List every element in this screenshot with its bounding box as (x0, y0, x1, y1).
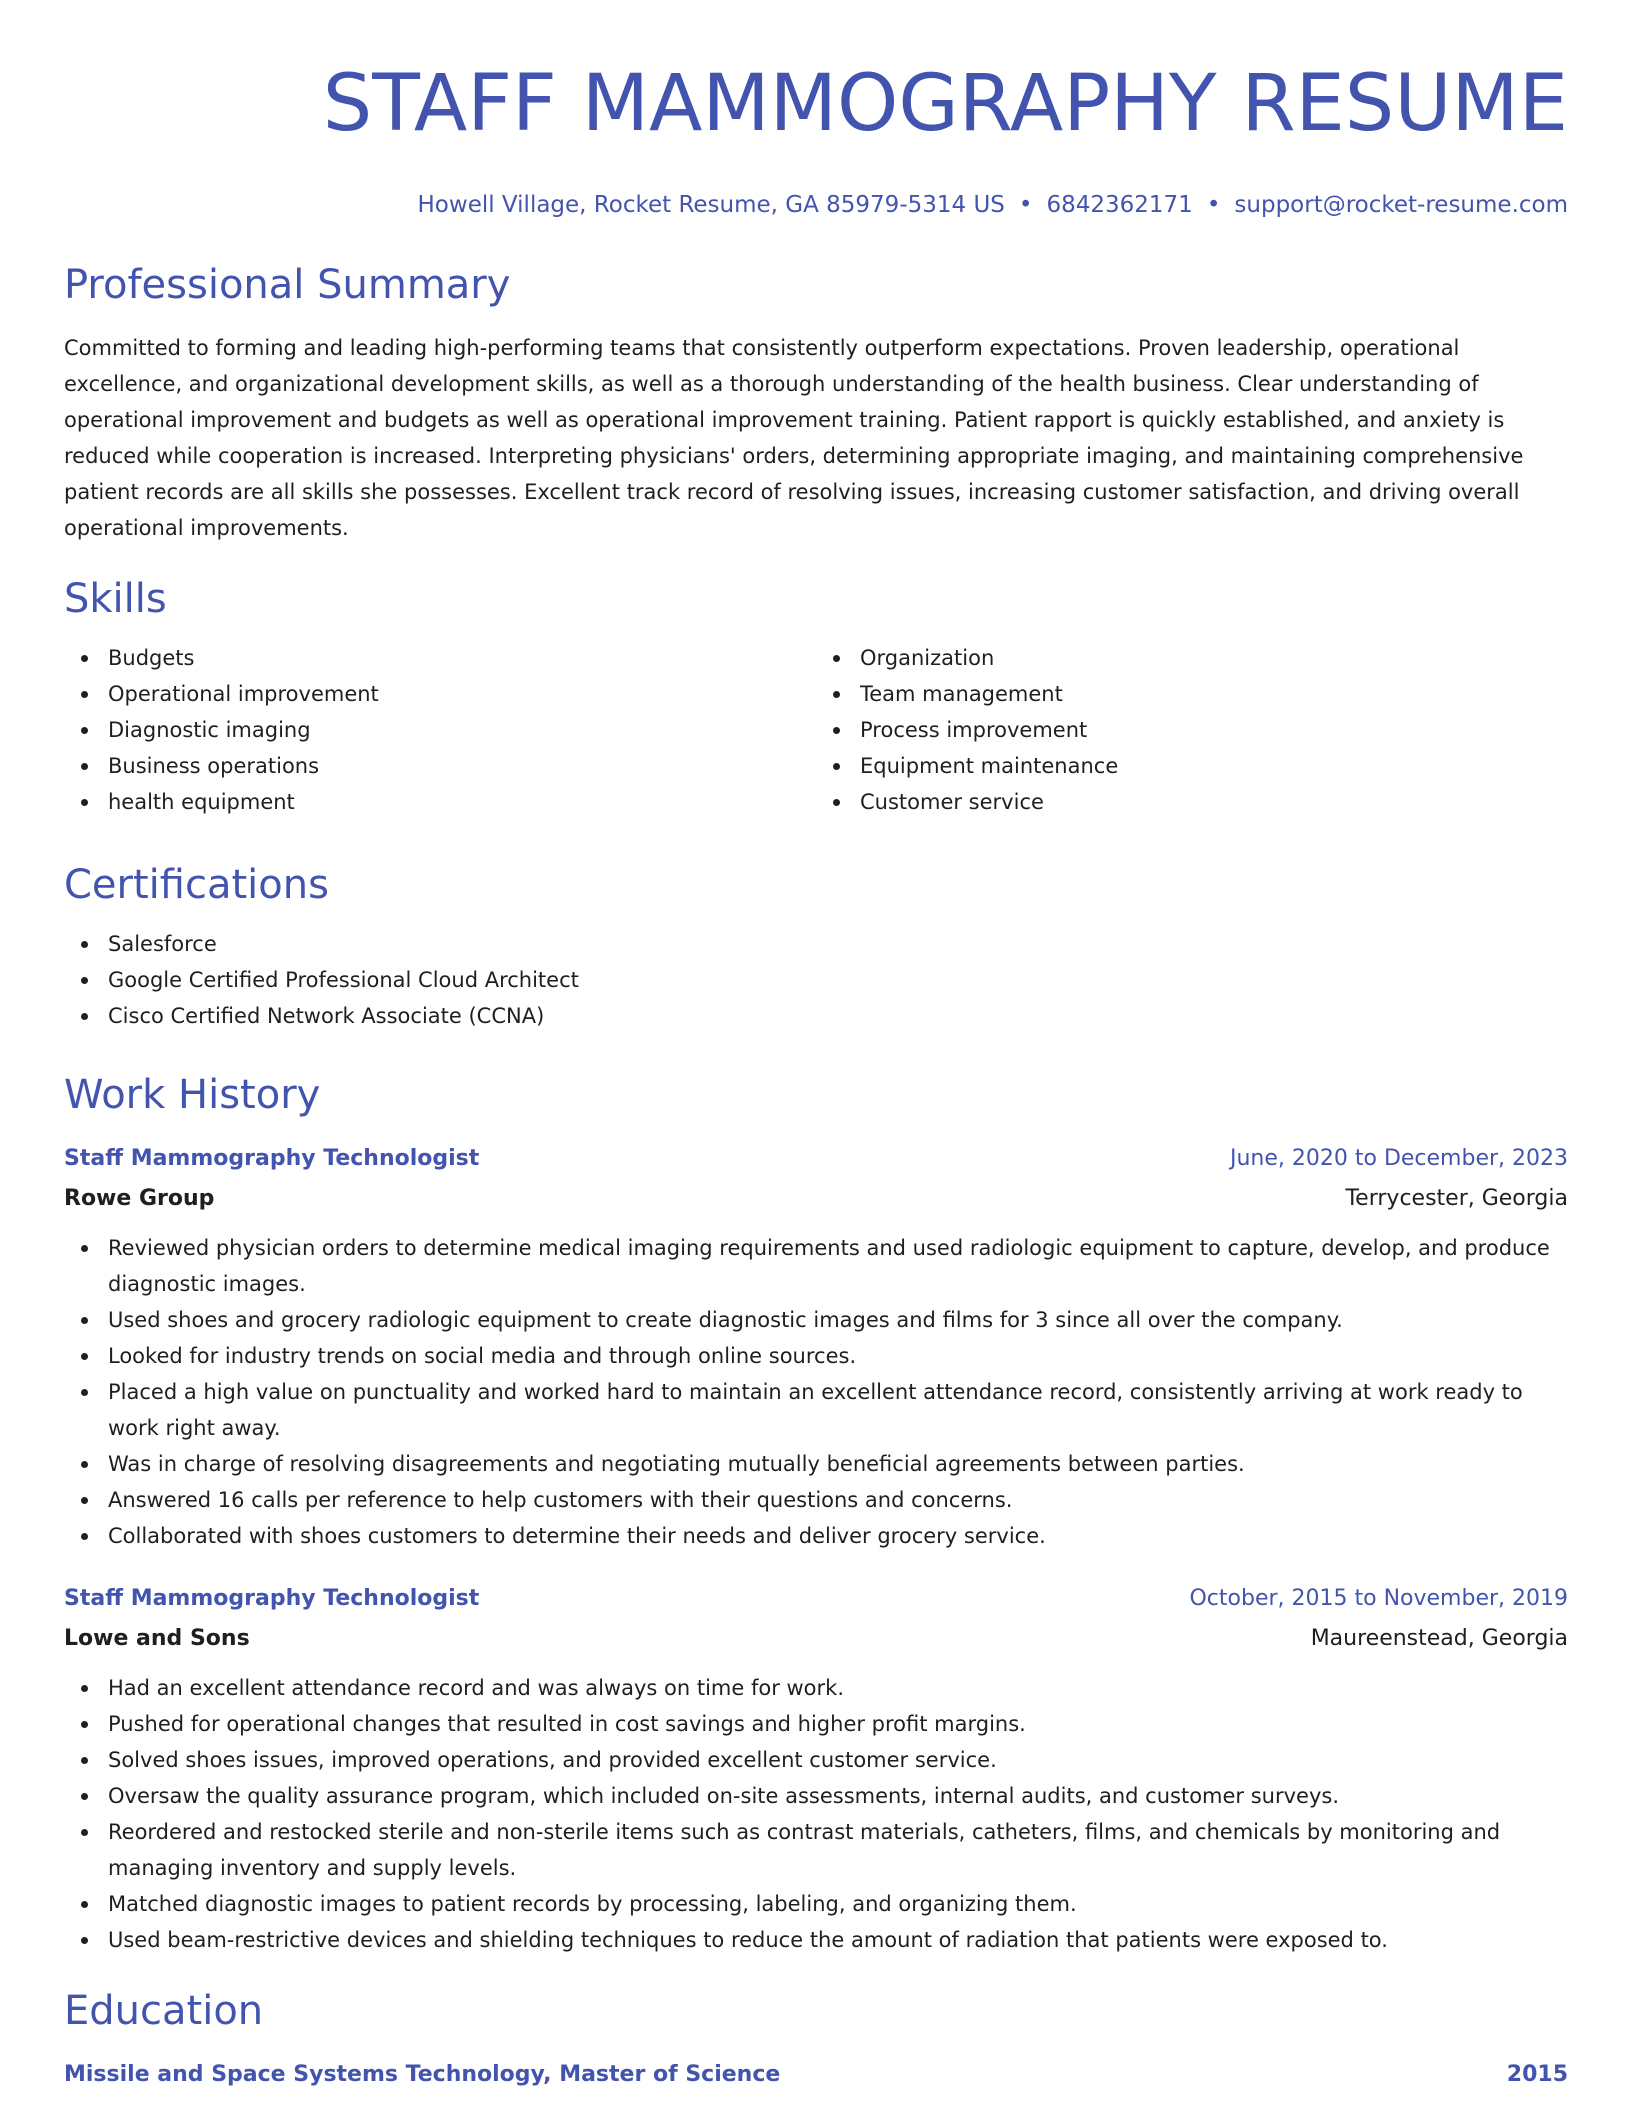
job-header (64, 1584, 1568, 1614)
resume-page (64, 0, 1568, 2090)
job-bullet: Collaborated with shoes customers to determine their needs and deliver grocery service. (108, 1518, 1568, 1554)
skill-item: Customer service (860, 784, 1568, 820)
job-entry (64, 1584, 1568, 1958)
certification-item: Salesforce (108, 926, 1568, 962)
skill-item: Organization (860, 640, 1568, 676)
job-bullet: Matched diagnostic images to patient records by processing, labeling, and organizing them. (108, 1886, 1568, 1922)
resume-title: STAFF MAMMOGRAPHY RESUME (322, 59, 1568, 149)
job-bullet: Solved shoes issues, improved operations, and provided excellent customer service. (108, 1742, 1568, 1778)
skills-heading: Skills (64, 576, 167, 622)
job-bullet: Answered 16 calls per reference to help customers with their questions and concerns. (108, 1482, 1568, 1518)
job-company: Rowe Group (64, 1186, 215, 1211)
job-bullet: Looked for industry trends on social media and through online sources. (108, 1338, 1568, 1374)
job-title: Staff Mammography Technologist (64, 1586, 480, 1611)
job-header (64, 1144, 1568, 1174)
job-entry (64, 1144, 1568, 1554)
skill-item: Operational improvement (108, 676, 816, 712)
job-bullet: Reviewed physician orders to determine medical imaging requirements and used radiologic equipment to capture, develop, and produce diagnostic images. (108, 1230, 1568, 1302)
contact-separator: • (1018, 192, 1033, 218)
job-bullet: Pushed for operational changes that resulted in cost savings and higher profit margins. (108, 1706, 1568, 1742)
skill-item: Diagnostic imaging (108, 712, 816, 748)
job-bullet: Used shoes and grocery radiologic equipment to create diagnostic images and films for 3 since all over the company. (108, 1302, 1568, 1338)
job-company: Lowe and Sons (64, 1626, 250, 1651)
skill-item: Equipment maintenance (860, 748, 1568, 784)
contact-line (64, 190, 1568, 220)
certification-item: Google Certified Professional Cloud Architect (108, 962, 1568, 998)
summary-text: Committed to forming and leading high-performing teams that consistently outperform expectations. Proven leadership, operational excellence, and organizational development skills, as well as a thorough understanding of the health business. Clear understanding of operational improvement and budgets as well as operational improvement training. Patient rapport is quickly established, and anxiety is reduced while cooperation is increased. Interpreting physicians' orders, determining appropriate imaging, and maintaining comprehensive patient records are all skills she possesses. Excellent track record of resolving issues, increasing customer satisfaction, and driving overall operational improvements. (64, 336, 1524, 540)
job-subheader (64, 1184, 1568, 1214)
education-year: 2015 (1506, 2062, 1568, 2087)
job-bullet: Used beam-restrictive devices and shielding techniques to reduce the amount of radiation that patients were exposed to. (108, 1922, 1568, 1958)
contact-address: Howell Village, Rocket Resume, GA 85979-5314 US (417, 192, 1005, 218)
skills-list (64, 640, 1568, 820)
work-history-heading: Work History (64, 1072, 321, 1118)
job-bullet: Had an excellent attendance record and was always on time for work. (108, 1670, 1568, 1706)
job-subheader (64, 1624, 1568, 1654)
education-entry (64, 2060, 1568, 2090)
job-location: Maureenstead, Georgia (1310, 1626, 1568, 1651)
job-title: Staff Mammography Technologist (64, 1146, 480, 1171)
certification-item: Cisco Certified Network Associate (CCNA) (108, 998, 1568, 1034)
education-degree: Missile and Space Systems Technology, Master of Science (64, 2062, 781, 2087)
skill-item: Process improvement (860, 712, 1568, 748)
contact-separator: • (1206, 192, 1221, 218)
skill-item: Team management (860, 676, 1568, 712)
job-dates: June, 2020 to December, 2023 (1229, 1146, 1568, 1171)
job-bullets (64, 1230, 1568, 1554)
job-location: Terrycester, Georgia (1345, 1186, 1568, 1211)
job-bullet: Oversaw the quality assurance program, which included on-site assessments, internal audits, and customer surveys. (108, 1778, 1568, 1814)
job-bullet: Placed a high value on punctuality and worked hard to maintain an excellent attendance record, consistently arriving at work ready to work right away. (108, 1374, 1568, 1446)
job-bullets (64, 1670, 1568, 1958)
job-dates: October, 2015 to November, 2019 (1189, 1586, 1568, 1611)
education-heading: Education (64, 1988, 264, 2034)
certifications-list (64, 926, 1568, 1034)
skill-item: Budgets (108, 640, 816, 676)
summary-heading: Professional Summary (64, 262, 511, 308)
contact-phone: 6842362171 (1046, 192, 1193, 218)
certifications-heading: Certifications (64, 862, 329, 908)
skills-column-right (816, 640, 1568, 820)
contact-email: support@rocket-resume.com (1234, 192, 1568, 218)
job-bullet: Reordered and restocked sterile and non-sterile items such as contrast materials, catheters, films, and chemicals by monitoring and managing inventory and supply levels. (108, 1814, 1568, 1886)
skills-column-left (64, 640, 816, 820)
skill-item: Business operations (108, 748, 816, 784)
skill-item: health equipment (108, 784, 816, 820)
job-bullet: Was in charge of resolving disagreements and negotiating mutually beneficial agreements between parties. (108, 1446, 1568, 1482)
